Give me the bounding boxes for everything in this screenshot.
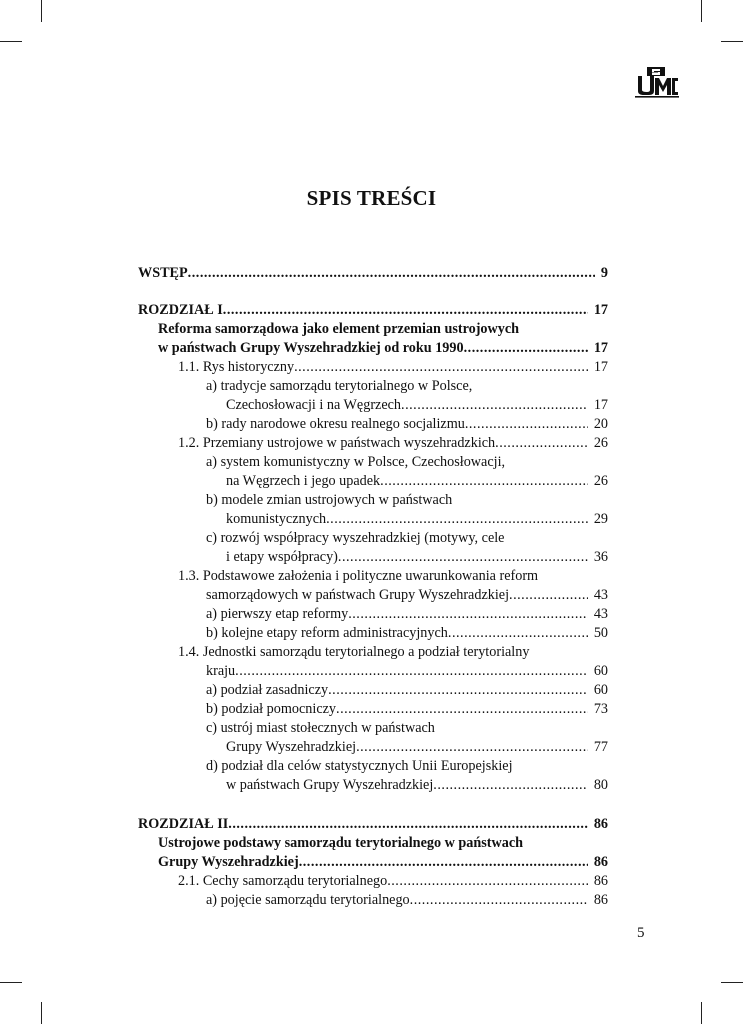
crop-mark [721,982,743,983]
toc-entry [138,700,608,718]
toc-entry [138,757,608,775]
dot-leader [401,396,588,414]
toc-entry [138,510,608,528]
toc-entry-title: 1.4. Jednostki samorządu terytorialnego a podział terytorialny [178,644,530,660]
toc-entry-title: i etapy współpracy) [226,549,338,565]
dot-leader [465,415,588,433]
toc-entry [138,320,608,338]
toc-entry-title: komunistycznych [226,511,327,527]
toc-entry-title: b) podział pomocniczy [206,701,337,717]
dot-leader [228,815,588,833]
toc-entry-page: 77 [593,739,608,755]
toc-entry [138,491,608,509]
toc-entry [138,738,608,756]
toc-entry-title: a) podział zasadniczy [206,682,329,698]
crop-mark [0,41,22,42]
toc-entry [138,453,608,471]
toc-entry-title: w państwach Grupy Wyszehradzkiej od roku 1990 [158,340,464,356]
dot-leader [495,434,588,452]
dot-leader [348,605,588,623]
crop-mark [701,0,702,22]
toc-entry-page: 86 [593,854,608,870]
toc-entry [138,719,608,737]
crop-mark [0,982,22,983]
toc-entry-page: 80 [593,777,608,793]
toc-entry-title: c) rozwój współpracy wyszehradzkiej (motywy, cele [206,530,505,546]
toc-entry [138,776,608,794]
toc-entry-page: 60 [593,663,608,679]
toc-entry-page: 50 [593,625,608,641]
toc-entry-page: 43 [593,587,608,603]
toc-entry [138,264,608,282]
crop-mark [41,0,42,22]
toc-entry-title: a) pierwszy etap reformy [206,606,349,622]
toc-entry [138,472,608,490]
umcs-logo [634,64,680,98]
crop-mark [701,1002,702,1024]
toc-entry-title: c) ustrój miast stołecznych w państwach [206,720,435,736]
toc-entry [138,567,608,585]
toc-entry-title: b) rady narodowe okresu realnego socjalizmu [206,416,465,432]
toc-entry [138,643,608,661]
toc-entry-page: 9 [600,265,608,281]
toc-entry-page: 17 [593,340,608,356]
toc-entry-page: 43 [593,606,608,622]
dot-leader [223,301,588,319]
toc-entry-page: 86 [593,816,608,832]
toc-entry [138,548,608,566]
toc-entry [138,605,608,623]
toc-entry [138,339,608,357]
dot-leader [235,662,588,680]
toc-entry [138,529,608,547]
page-number: 5 [637,925,645,941]
toc-entry-title: kraju [206,663,236,679]
toc-entry [138,586,608,604]
dot-leader [294,358,588,376]
crop-mark [41,1002,42,1024]
toc-entry [138,624,608,642]
toc-entry-title: Ustrojowe podstawy samorządu terytorialnego w państwach [158,835,524,851]
crop-mark [721,41,743,42]
toc-entry-title: samorządowych w państwach Grupy Wyszehradzkiej [206,587,510,603]
dot-leader [328,681,588,699]
toc-entry-page: 26 [593,435,608,451]
dot-leader [433,776,588,794]
toc-entry-title: WSTĘP [138,265,188,281]
toc-entry [138,853,608,871]
dot-leader [356,738,588,756]
toc-entry [138,891,608,909]
toc-entry [138,815,608,833]
toc-entry-page: 17 [593,397,608,413]
dot-leader [410,891,588,909]
toc-entry-title: d) podział dla celów statystycznych Unii Europejskiej [206,758,513,774]
dot-leader [509,586,588,604]
dot-leader [338,548,588,566]
toc-entry-page: 86 [593,873,608,889]
toc-entry-page: 86 [593,892,608,908]
dot-leader [448,624,588,642]
toc-entry [138,662,608,680]
dot-leader [188,264,595,282]
page-title: SPIS TREŚCI [306,186,437,210]
dot-leader [336,700,588,718]
toc-entry-page: 17 [593,359,608,375]
toc-entry [138,301,608,319]
toc-entry-title: 1.1. Rys historyczny [178,359,295,375]
toc-entry-page: 17 [593,302,608,318]
dot-leader [326,510,588,528]
toc-entry-page: 20 [593,416,608,432]
toc-entry-page: 36 [593,549,608,565]
toc-entry [138,358,608,376]
toc-entry-title: Grupy Wyszehradzkiej [226,739,357,755]
toc-entry-title: a) pojęcie samorządu terytorialnego [206,892,410,908]
toc-entry-page: 26 [593,473,608,489]
toc-entry [138,434,608,452]
toc-entry-title: Grupy Wyszehradzkiej [158,854,299,870]
toc-entry-title: a) tradycje samorządu terytorialnego w Polsce, [206,378,473,394]
dot-leader [380,472,588,490]
toc-entry-page: 60 [593,682,608,698]
toc-entry-title: 1.2. Przemiany ustrojowe w państwach wyszehradzkich [178,435,496,451]
toc-entry-page: 29 [593,511,608,527]
toc-entry-title: b) kolejne etapy reform administracyjnych [206,625,448,641]
toc-entry-title: 1.3. Podstawowe założenia i polityczne uwarunkowania reform [178,568,539,584]
toc-entry-title: Reforma samorządowa jako element przemian ustrojowych [158,321,520,337]
toc-entry-title: w państwach Grupy Wyszehradzkiej [226,777,434,793]
dot-leader [387,872,588,890]
toc-entry [138,396,608,414]
toc-entry [138,834,608,852]
toc-entry [138,681,608,699]
toc-entry [138,377,608,395]
toc-entry-title: ROZDZIAŁ II [138,816,229,832]
toc-entry-title: ROZDZIAŁ I [138,302,223,318]
toc-entry-title: na Węgrzech i jego upadek [226,473,381,489]
dot-leader [464,339,588,357]
toc-entry-title: 2.1. Cechy samorządu terytorialnego [178,873,388,889]
dot-leader [299,853,588,871]
toc-entry-title: Czechosłowacji i na Węgrzech [226,397,402,413]
toc-entry-page: 73 [593,701,608,717]
toc-entry [138,415,608,433]
toc-entry [138,872,608,890]
toc-entry-title: b) modele zmian ustrojowych w państwach [206,492,453,508]
toc-entry-title: a) system komunistyczny w Polsce, Czechosłowacji, [206,454,506,470]
